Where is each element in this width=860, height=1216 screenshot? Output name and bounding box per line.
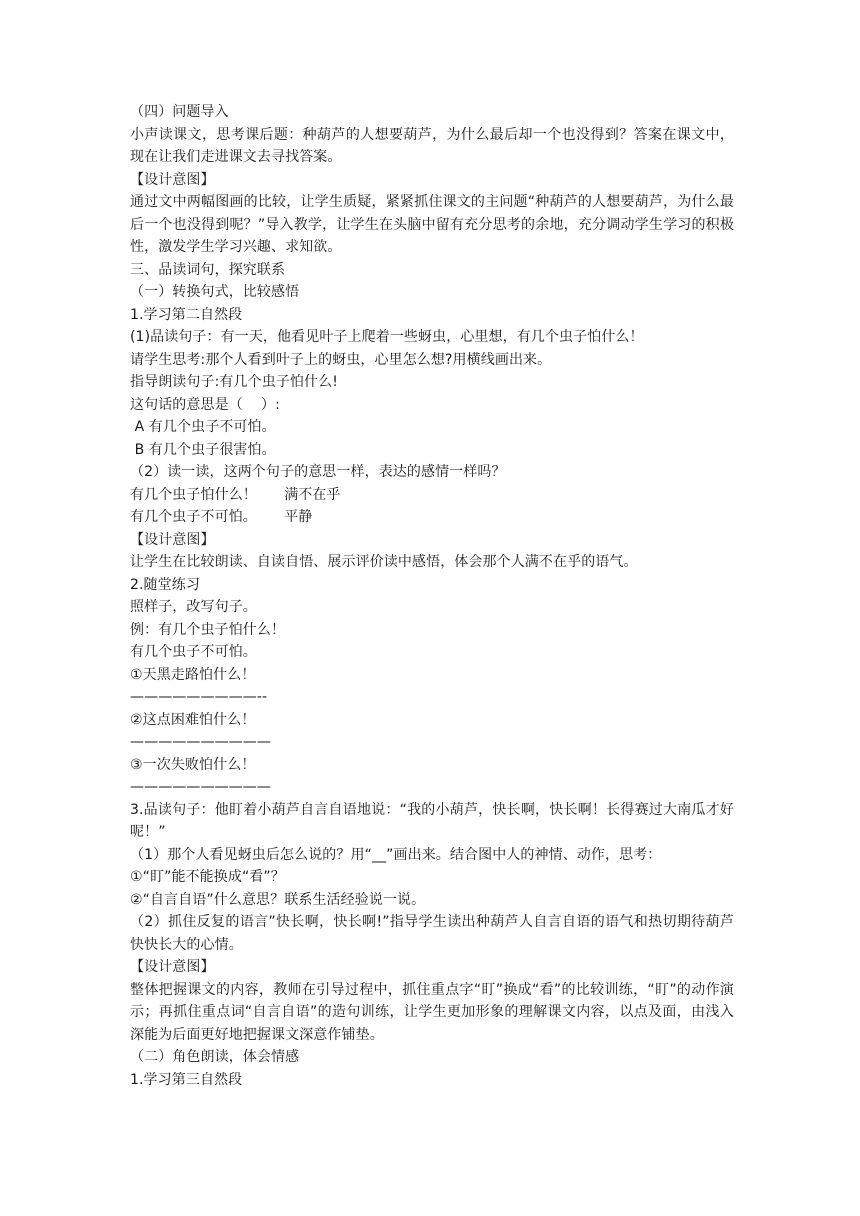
paragraph: （2）抓住反复的语言”快长啊，快长啊!”指导学生读出种葫芦人自言自语的语气和热切期待葫芦快快长大的心情。 bbox=[130, 914, 734, 953]
design-intent-label: 【设计意图】 bbox=[130, 959, 215, 975]
example-line: 例：有几个虫子怕什么！ bbox=[130, 621, 286, 638]
section-title: 三、品读词句，探究联系 bbox=[130, 261, 286, 278]
step-heading: 2.随堂练习 bbox=[130, 576, 200, 593]
paragraph: （2）读一读，这两个句子的意思一样，表达的感情一样吗？ bbox=[130, 464, 506, 480]
exercise-item: ①天黑走路怕什么！ bbox=[130, 666, 256, 683]
paragraph: 通过文中两幅图画的比较，让学生质疑，紧紧抓住课文的主问题“种葫芦的人想要葫芦，为什么最后一个也没得到呢？”导入教学，让学生在头脑中留有充分思考的余地，充分调动学生学习的积极性，激发学生学习兴趣、求知欲。 bbox=[130, 194, 734, 255]
paragraph: 小声读课文，思考课后题：种葫芦的人想要葫芦，为什么最后却一个也没得到？答案在课文中，现在让我们走进课文去寻找答案。 bbox=[130, 126, 734, 165]
option-b: B 有几个虫子很害怕。 bbox=[130, 441, 276, 458]
section-heading: （四）问题导入 bbox=[130, 104, 229, 120]
paragraph: 3.品读句子：他盯着小葫芦自言自语地说：“我的小葫芦，快长啊，快长啊！长得赛过大南瓜才好呢！” bbox=[130, 801, 734, 840]
comparison-line: 有几个虫子不可怕。 平静 bbox=[130, 509, 313, 525]
paragraph: (1)品读句子：有一天，他看见叶子上爬着一些蚜虫，心里想，有几个虫子怕什么！ bbox=[130, 329, 644, 345]
question-item: ①“盯”能不能换成“看”？ bbox=[130, 869, 285, 885]
answer-blank: —————————— bbox=[130, 734, 271, 750]
subsection-heading: （二）角色朗读，体会情感 bbox=[130, 1049, 300, 1065]
paragraph: 整体把握课文的内容，教师在引导过程中，抓住重点字“盯”换成“看”的比较训练，“盯”的动作演示；再抓住重点词“自言自语”的造句训练，让学生更加形象的理解课文内容，以点及面，由浅入深能为后面更好地把握课文深意作铺垫。 bbox=[130, 981, 734, 1043]
design-intent-label: 【设计意图】 bbox=[130, 531, 215, 548]
step-heading: 1.学习第二自然段 bbox=[130, 306, 243, 323]
subsection-heading: （一）转换句式，比较感悟 bbox=[130, 284, 300, 300]
comparison-line: 有几个虫子怕什么！ 满不在乎 bbox=[130, 486, 341, 503]
exercise-item: ③一次失败怕什么！ bbox=[130, 756, 256, 773]
example-line: 有几个虫子不可怕。 bbox=[130, 644, 257, 660]
question-line: 这句话的意思是（ ）: bbox=[130, 396, 280, 413]
paragraph: （1）那个人看见蚜虫后怎么说的？用“__”画出来。结合图中人的神情、动作，思考： bbox=[130, 846, 662, 863]
paragraph: 请学生思考:那个人看到叶子上的蚜虫，心里怎么想?用横线画出来。 bbox=[130, 351, 552, 368]
paragraph: 指导朗读句子:有几个虫子怕什么! bbox=[130, 374, 338, 390]
paragraph: 让学生在比较朗读、自读自悟、展示评价读中感悟，体会那个人满不在乎的语气。 bbox=[130, 554, 638, 570]
step-heading: 1.学习第三自然段 bbox=[130, 1071, 243, 1088]
design-intent-label: 【设计意图】 bbox=[130, 171, 215, 188]
answer-blank: —————————-- bbox=[130, 689, 268, 705]
exercise-item: ②这点困难怕什么！ bbox=[130, 711, 256, 728]
document-body bbox=[130, 101, 734, 1091]
paragraph: 照样子，改写句子。 bbox=[130, 599, 257, 615]
question-item: ②“自言自语”什么意思？联系生活经验说一说。 bbox=[130, 891, 426, 908]
answer-blank: —————————— bbox=[130, 779, 271, 795]
option-a: A 有几个虫子不可怕。 bbox=[130, 419, 276, 435]
